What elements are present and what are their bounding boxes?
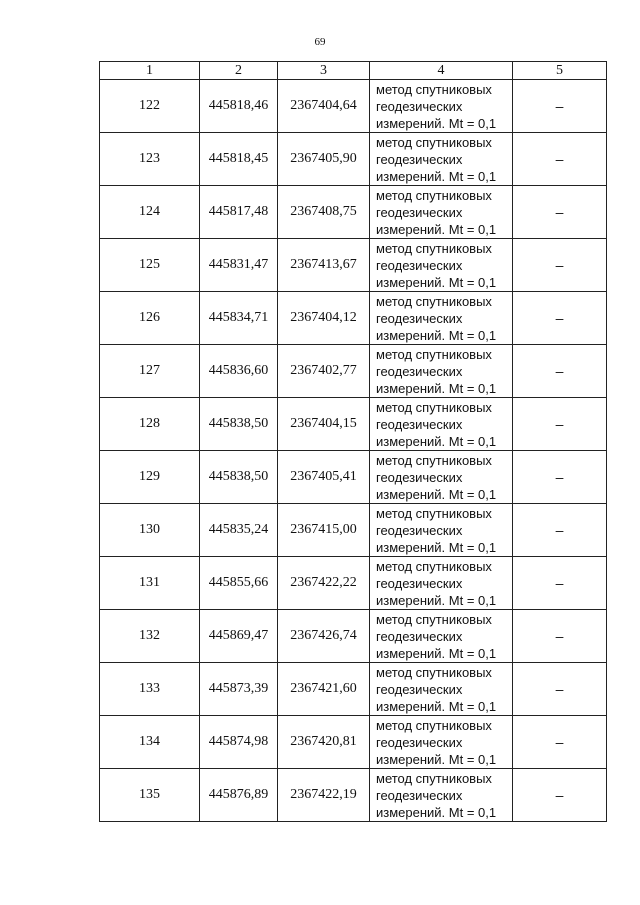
- method-line: метод спутниковых: [376, 770, 492, 786]
- table-row: [100, 80, 607, 133]
- y-coordinate-cell: 2367415,00: [278, 504, 370, 557]
- method-line: метод спутниковых: [376, 240, 492, 256]
- table-row: [100, 716, 607, 769]
- method-line: геодезических: [376, 257, 463, 273]
- table-row: [100, 663, 607, 716]
- method-line: метод спутниковых: [376, 399, 492, 415]
- method-cell: [370, 133, 513, 186]
- y-coordinate-cell: 2367422,19: [278, 769, 370, 822]
- y-coordinate-cell: 2367405,41: [278, 451, 370, 504]
- point-number-cell: 122: [100, 80, 200, 133]
- page-number: 69: [314, 36, 326, 48]
- point-number-cell: 135: [100, 769, 200, 822]
- y-coordinate-cell: 2367422,22: [278, 557, 370, 610]
- y-coordinate-cell: 2367421,60: [278, 663, 370, 716]
- table-row: [100, 451, 607, 504]
- x-coordinate-cell: 445855,66: [200, 557, 278, 610]
- y-coordinate-cell: 2367404,64: [278, 80, 370, 133]
- method-line: измерений. Mt = 0,1: [376, 486, 497, 502]
- method-line: геодезических: [376, 469, 463, 485]
- method-line: метод спутниковых: [376, 558, 492, 574]
- method-line: измерений. Mt = 0,1: [376, 115, 497, 131]
- column-header-5: 5: [513, 62, 607, 80]
- column-header-3: 3: [278, 62, 370, 80]
- method-line: измерений. Mt = 0,1: [376, 274, 497, 290]
- method-cell: [370, 80, 513, 133]
- method-line: геодезических: [376, 151, 463, 167]
- point-number-cell: 131: [100, 557, 200, 610]
- point-number-cell: 125: [100, 239, 200, 292]
- table-row: [100, 186, 607, 239]
- column-header-4: 4: [370, 62, 513, 80]
- note-cell: –: [513, 80, 607, 133]
- note-cell: –: [513, 186, 607, 239]
- table-row: [100, 292, 607, 345]
- method-cell: [370, 716, 513, 769]
- note-cell: –: [513, 769, 607, 822]
- method-line: геодезических: [376, 575, 463, 591]
- x-coordinate-cell: 445873,39: [200, 663, 278, 716]
- y-coordinate-cell: 2367420,81: [278, 716, 370, 769]
- point-number-cell: 128: [100, 398, 200, 451]
- method-line: геодезических: [376, 310, 463, 326]
- method-line: измерений. Mt = 0,1: [376, 645, 497, 661]
- point-number-cell: 132: [100, 610, 200, 663]
- table-row: [100, 504, 607, 557]
- method-line: измерений. Mt = 0,1: [376, 433, 497, 449]
- column-header-2: 2: [200, 62, 278, 80]
- method-line: геодезических: [376, 681, 463, 697]
- note-cell: –: [513, 504, 607, 557]
- table-row: [100, 345, 607, 398]
- method-cell: [370, 769, 513, 822]
- method-line: измерений. Mt = 0,1: [376, 592, 497, 608]
- method-cell: [370, 451, 513, 504]
- point-number-cell: 127: [100, 345, 200, 398]
- y-coordinate-cell: 2367405,90: [278, 133, 370, 186]
- table-body: [100, 80, 607, 822]
- coordinates-table: [99, 61, 607, 822]
- x-coordinate-cell: 445874,98: [200, 716, 278, 769]
- method-line: измерений. Mt = 0,1: [376, 539, 497, 555]
- x-coordinate-cell: 445836,60: [200, 345, 278, 398]
- x-coordinate-cell: 445818,45: [200, 133, 278, 186]
- point-number-cell: 129: [100, 451, 200, 504]
- method-line: геодезических: [376, 787, 463, 803]
- table-row: [100, 398, 607, 451]
- table-row: [100, 133, 607, 186]
- note-cell: –: [513, 398, 607, 451]
- method-cell: [370, 345, 513, 398]
- method-line: измерений. Mt = 0,1: [376, 380, 497, 396]
- point-number-cell: 133: [100, 663, 200, 716]
- y-coordinate-cell: 2367426,74: [278, 610, 370, 663]
- method-line: геодезических: [376, 522, 463, 538]
- method-line: измерений. Mt = 0,1: [376, 221, 497, 237]
- y-coordinate-cell: 2367404,12: [278, 292, 370, 345]
- method-line: метод спутниковых: [376, 81, 492, 97]
- method-line: метод спутниковых: [376, 134, 492, 150]
- x-coordinate-cell: 445835,24: [200, 504, 278, 557]
- method-line: измерений. Mt = 0,1: [376, 168, 497, 184]
- y-coordinate-cell: 2367402,77: [278, 345, 370, 398]
- method-line: метод спутниковых: [376, 505, 492, 521]
- y-coordinate-cell: 2367408,75: [278, 186, 370, 239]
- y-coordinate-cell: 2367413,67: [278, 239, 370, 292]
- method-cell: [370, 504, 513, 557]
- table-row: [100, 769, 607, 822]
- x-coordinate-cell: 445831,47: [200, 239, 278, 292]
- method-line: геодезических: [376, 204, 463, 220]
- method-line: геодезических: [376, 363, 463, 379]
- method-cell: [370, 186, 513, 239]
- point-number-cell: 134: [100, 716, 200, 769]
- method-line: измерений. Mt = 0,1: [376, 698, 497, 714]
- method-cell: [370, 663, 513, 716]
- x-coordinate-cell: 445876,89: [200, 769, 278, 822]
- point-number-cell: 123: [100, 133, 200, 186]
- method-line: метод спутниковых: [376, 452, 492, 468]
- table-row: [100, 610, 607, 663]
- method-cell: [370, 239, 513, 292]
- note-cell: –: [513, 663, 607, 716]
- x-coordinate-cell: 445834,71: [200, 292, 278, 345]
- point-number-cell: 124: [100, 186, 200, 239]
- method-line: геодезических: [376, 734, 463, 750]
- y-coordinate-cell: 2367404,15: [278, 398, 370, 451]
- method-line: геодезических: [376, 98, 463, 114]
- method-line: метод спутниковых: [376, 346, 492, 362]
- method-line: метод спутниковых: [376, 611, 492, 627]
- method-line: геодезических: [376, 628, 463, 644]
- x-coordinate-cell: 445869,47: [200, 610, 278, 663]
- x-coordinate-cell: 445817,48: [200, 186, 278, 239]
- note-cell: –: [513, 133, 607, 186]
- note-cell: –: [513, 239, 607, 292]
- point-number-cell: 126: [100, 292, 200, 345]
- method-cell: [370, 292, 513, 345]
- note-cell: –: [513, 345, 607, 398]
- method-line: метод спутниковых: [376, 187, 492, 203]
- table-row: [100, 557, 607, 610]
- method-line: метод спутниковых: [376, 293, 492, 309]
- point-number-cell: 130: [100, 504, 200, 557]
- method-line: метод спутниковых: [376, 664, 492, 680]
- note-cell: –: [513, 451, 607, 504]
- method-cell: [370, 398, 513, 451]
- x-coordinate-cell: 445818,46: [200, 80, 278, 133]
- table-header-row: [100, 62, 607, 80]
- table-row: [100, 239, 607, 292]
- method-line: измерений. Mt = 0,1: [376, 804, 497, 820]
- x-coordinate-cell: 445838,50: [200, 398, 278, 451]
- method-line: геодезических: [376, 416, 463, 432]
- note-cell: –: [513, 557, 607, 610]
- method-cell: [370, 557, 513, 610]
- x-coordinate-cell: 445838,50: [200, 451, 278, 504]
- method-line: измерений. Mt = 0,1: [376, 327, 497, 343]
- column-header-1: 1: [100, 62, 200, 80]
- method-line: метод спутниковых: [376, 717, 492, 733]
- note-cell: –: [513, 292, 607, 345]
- method-cell: [370, 610, 513, 663]
- method-line: измерений. Mt = 0,1: [376, 751, 497, 767]
- note-cell: –: [513, 716, 607, 769]
- note-cell: –: [513, 610, 607, 663]
